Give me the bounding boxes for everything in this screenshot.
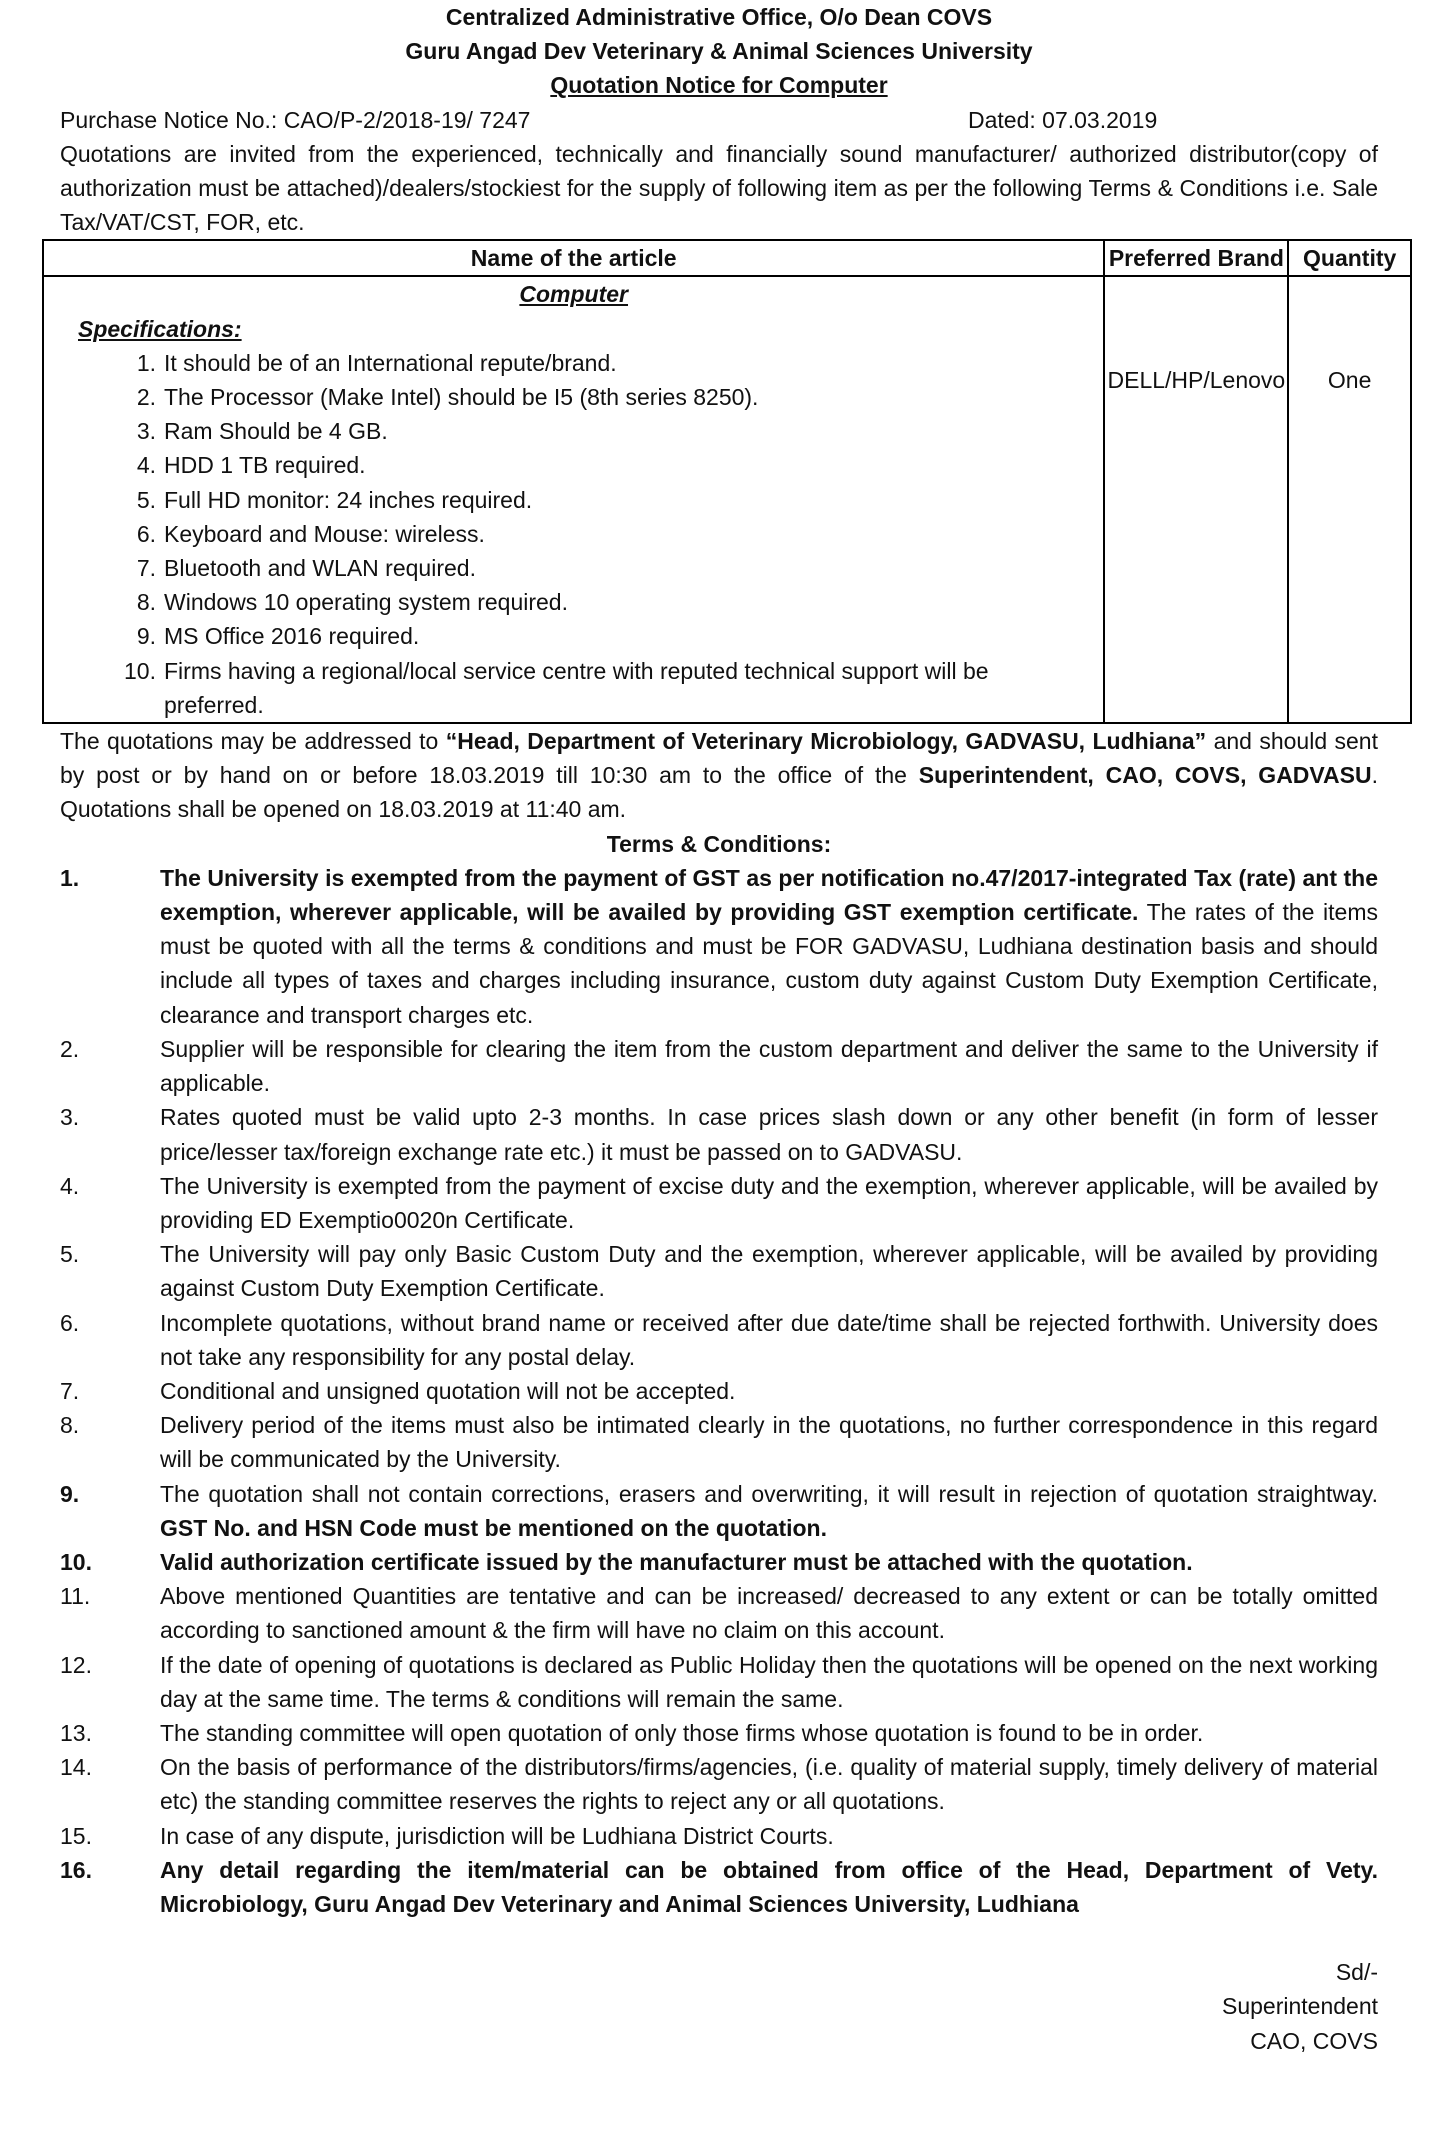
terms-list — [60, 861, 1378, 1921]
term-item — [60, 861, 1378, 1032]
term-number: 1. — [60, 864, 80, 891]
spec-number: 6. — [136, 520, 156, 547]
address-text-1: The quotations may be addressed to — [60, 728, 446, 755]
term-item — [60, 1648, 1378, 1716]
signature-office: CAO, COVS — [1250, 2027, 1378, 2054]
term-item — [60, 1374, 1378, 1408]
quantity-value: One — [1327, 367, 1372, 394]
term-number: 5. — [60, 1241, 80, 1268]
term-text: Rates quoted must be valid upto 2-3 months. In case prices slash down or any other benefit (in form of lesser price/lesser tax/foreign exchange rate etc.) it must be passed on to GADVASU. — [160, 1104, 1378, 1165]
term-text: The standing committee will open quotation of only those firms whose quotation is found to be in order. — [160, 1719, 1204, 1746]
spec-item — [44, 551, 1103, 585]
item-title: Computer — [519, 281, 629, 308]
term-text: In case of any dispute, jurisdiction will be Ludhiana District Courts. — [160, 1822, 834, 1849]
term-number: 8. — [60, 1412, 80, 1439]
spec-number: 9. — [136, 623, 156, 650]
spec-text: HDD 1 TB required. — [164, 452, 366, 479]
spec-item — [44, 654, 1103, 722]
term-text: The quotation shall not contain corrections, erasers and overwriting, it will result in rejection of quotation straightway. — [160, 1480, 1378, 1507]
office-title: Centralized Administrative Office, O/o Dean COVS — [445, 4, 993, 30]
term-bold-text: The University is exempted from the payment of GST as per notification no.47/2017-integrated Tax (rate) ant the exemption, wherever applicable, will be availed by providing GST exemption certificate. — [160, 864, 1378, 926]
term-text: Delivery period of the items must also be intimated clearly in the quotations, no further correspondence in this regard will be communicated by the University. — [160, 1412, 1378, 1473]
address-text-3: . Quotations shall be opened on 18.03.2019 at 11:40 am. — [60, 762, 1378, 823]
notice-meta — [60, 103, 1378, 137]
address-paragraph — [60, 724, 1378, 827]
col-header-brand: Preferred Brand — [1104, 240, 1288, 276]
article-cell — [43, 276, 1104, 723]
document-page — [60, 0, 1397, 2058]
term-number: 13. — [60, 1719, 92, 1746]
spec-number: 10. — [124, 657, 156, 684]
spec-number: 5. — [136, 486, 156, 513]
document-header — [60, 0, 1378, 103]
term-number: 3. — [60, 1104, 80, 1131]
term-number: 9. — [60, 1480, 80, 1507]
term-bold-text-end: GST No. and HSN Code must be mentioned on the quotation. — [160, 1514, 827, 1541]
spec-number: 7. — [136, 555, 156, 582]
term-number: 11. — [60, 1583, 91, 1610]
spec-number: 3. — [136, 418, 156, 445]
spec-item — [44, 619, 1103, 653]
signature-block — [60, 1955, 1378, 2058]
signature-sd: Sd/- — [1335, 1959, 1378, 1986]
term-item — [60, 1100, 1378, 1168]
address-bold-2: Superintendent, CAO, COVS, GADVASU — [918, 762, 1372, 789]
spec-number: 8. — [136, 589, 156, 616]
spec-item — [44, 414, 1103, 448]
term-text: On the basis of performance of the distributors/firms/agencies, (i.e. quality of material supply, timely delivery of material etc) the standing committee reserves the rights to reject any or all quotations. — [160, 1754, 1378, 1815]
spec-text: Bluetooth and WLAN required. — [164, 555, 476, 582]
term-item — [60, 1819, 1378, 1853]
address-bold-1: “Head, Department of Veterinary Microbiology, GADVASU, Ludhiana” — [445, 728, 1207, 755]
term-item — [60, 1716, 1378, 1750]
term-item — [60, 1853, 1378, 1921]
term-text: Conditional and unsigned quotation will not be accepted. — [160, 1377, 736, 1404]
intro-paragraph: Quotations are invited from the experienced, technically and financially sound manufacturer/ authorized distributor(copy of authorization must be attached)/dealers/stockiest for the supply of following item as per the following Terms & Conditions i.e. Sale Tax/VAT/CST, FOR, etc. — [60, 140, 1378, 236]
term-item — [60, 1237, 1378, 1305]
col-header-article: Name of the article — [43, 240, 1104, 276]
term-text: The University will pay only Basic Custom Duty and the exemption, wherever applicable, will be availed by providing against Custom Duty Exemption Certificate. — [160, 1241, 1378, 1302]
term-text: The rates of the items must be quoted with all the terms & conditions and must be FOR GADVASU, Ludhiana destination basis and should include all types of taxes and charges including insurance, custom duty against Custom Duty Exemption Certificate, clearance and transport charges etc. — [160, 899, 1379, 1028]
term-number: 15. — [60, 1822, 92, 1849]
spec-text: MS Office 2016 required. — [164, 623, 420, 650]
article-table — [42, 239, 1412, 724]
term-item — [60, 1750, 1378, 1818]
term-number: 7. — [60, 1377, 80, 1404]
term-number: 4. — [60, 1172, 80, 1199]
term-item — [60, 1477, 1378, 1545]
quantity-cell — [1288, 276, 1411, 723]
spec-item — [44, 380, 1103, 414]
university-title: Guru Angad Dev Veterinary & Animal Sciences University — [405, 38, 1033, 65]
spec-item — [44, 483, 1103, 517]
col-header-quantity: Quantity — [1288, 240, 1411, 276]
notice-date: Dated: 07.03.2019 — [968, 106, 1158, 133]
term-item — [60, 1579, 1378, 1647]
spec-number: 4. — [136, 452, 156, 479]
term-number: 16. — [60, 1856, 92, 1883]
spec-text: Keyboard and Mouse: wireless. — [164, 520, 485, 547]
spec-item — [44, 585, 1103, 619]
term-text: Supplier will be responsible for clearing the item from the custom department and deliver the same to the University if applicable. — [160, 1035, 1378, 1097]
signature-title: Superintendent — [1221, 1993, 1378, 2020]
spec-item — [44, 448, 1103, 482]
purchase-notice-number: Purchase Notice No.: CAO/P-2/2018-19/ 7247 — [60, 106, 531, 133]
term-number: 14. — [60, 1754, 92, 1781]
spec-text: It should be of an International repute/brand. — [164, 349, 617, 376]
notice-title: Quotation Notice for Computer — [550, 72, 888, 99]
spec-title: Specifications: — [78, 315, 242, 342]
term-text: Incomplete quotations, without brand name or received after due date/time shall be rejected forthwith. University does not take any responsibility for any postal delay. — [160, 1309, 1378, 1370]
term-item — [60, 1306, 1378, 1374]
spec-list — [44, 346, 1103, 722]
term-text: The University is exempted from the payment of excise duty and the exemption, wherever applicable, will be availed by providing ED Exemptio0020n Certificate. — [160, 1172, 1378, 1233]
term-number: 10. — [60, 1548, 92, 1575]
address-text-2: and should sent by post or by hand on or before 18.03.2019 till 10:30 am to the office of the — [60, 728, 1378, 789]
spec-text: The Processor (Make Intel) should be I5 (8th series 8250). — [164, 384, 759, 411]
term-number: 2. — [60, 1035, 80, 1062]
term-item — [60, 1032, 1378, 1100]
spec-number: 2. — [136, 384, 156, 411]
spec-number: 1. — [136, 349, 156, 376]
term-bold-text: Any detail regarding the item/material can be obtained from office of the Head, Department of Vety. Microbiology, Guru Angad Dev Veterinary and Animal Sciences University, Ludhiana — [160, 1856, 1378, 1917]
term-text: Above mentioned Quantities are tentative and can be increased/ decreased to any extent or can be totally omitted according to sanctioned amount & the firm will have no claim on this account. — [160, 1583, 1378, 1644]
term-item — [60, 1545, 1378, 1579]
spec-text: Firms having a regional/local service centre with reputed technical support will be preferred. — [164, 657, 989, 718]
term-item — [60, 1408, 1378, 1476]
spec-item — [44, 346, 1103, 380]
terms-title: Terms & Conditions: — [606, 830, 832, 857]
term-number: 6. — [60, 1309, 80, 1336]
brand-cell — [1104, 276, 1288, 723]
term-bold-text: Valid authorization certificate issued by the manufacturer must be attached with the quotation. — [160, 1548, 1193, 1575]
term-text: If the date of opening of quotations is declared as Public Holiday then the quotations will be opened on the next working day at the same time. The terms & conditions will remain the same. — [160, 1651, 1378, 1712]
spec-item — [44, 517, 1103, 551]
term-number: 12. — [60, 1651, 92, 1678]
spec-text: Ram Should be 4 GB. — [164, 418, 388, 445]
term-item — [60, 1169, 1378, 1237]
preferred-brand: DELL/HP/Lenovo — [1107, 367, 1286, 394]
spec-text: Windows 10 operating system required. — [164, 589, 568, 616]
spec-text: Full HD monitor: 24 inches required. — [164, 486, 533, 513]
